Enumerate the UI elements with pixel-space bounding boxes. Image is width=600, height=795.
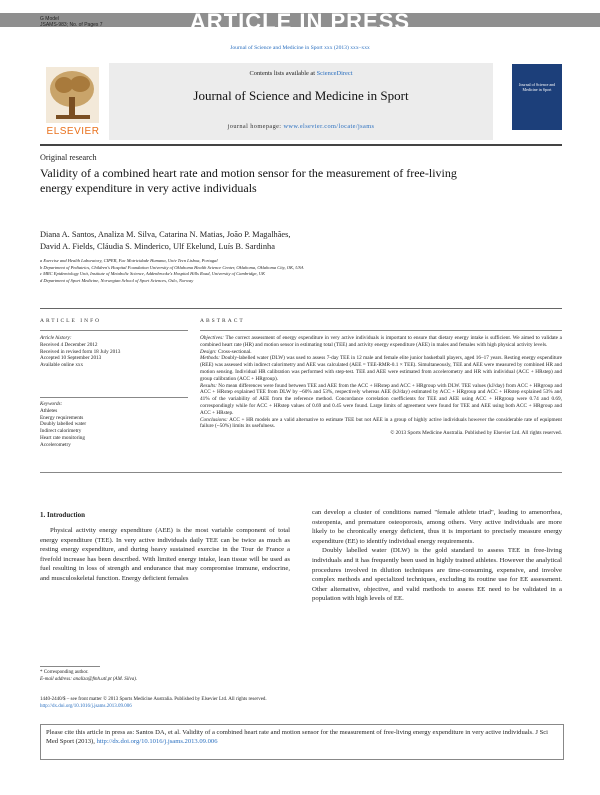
banner-text: ARTICLE IN PRESS (189, 9, 411, 34)
article-history: Article history: Received 4 December 2012 Received in revised form 18 July 2013 Accepted 10 September 2013 Available online xxx (40, 335, 190, 369)
body-column-right (312, 508, 562, 604)
history-online: Available online xxx (40, 362, 84, 369)
publisher-name: ELSEVIER (46, 126, 100, 137)
keyword-item: Indirect calorimetry (40, 428, 82, 435)
article-category: Original research (40, 153, 97, 162)
contents-line: Contents lists available at ScienceDirect (249, 70, 353, 77)
paragraph: Doubly labelled water (DLW) is the gold standard to assess TEE in free-living individuals and it has frequently been used in highly trained athletes. However the analytical procedures involved in dilution techniques are time-consuming, expensive, and involve complex methods and specialized techniques, excluding its routine use for EE assessment. Other alternative, objective, and valid methods to assess EE need to be validated in a population with high levels of EE. (312, 547, 562, 603)
keyword-item: Energy requirements (40, 414, 84, 421)
affiliation-c: c MRC Epidemiology Unit, Institute of Metabolic Science, Addenbrooke's Hospital Hills Road, University of Cambridge, UK (40, 271, 266, 277)
abstract-conclusions: ACC + HR models are a valid alternative to estimate TEE but not AEE in a group of highly active individuals however the considerable rate of equipment failure (~50%) limits its usefulness. (200, 416, 562, 430)
header-rule (40, 144, 562, 146)
abstract-heading: ABSTRACT (200, 318, 245, 324)
keyword-item: Accelerometry (40, 441, 71, 448)
affiliation-b: b Department of Pediatrics, Children's Hospital Foundation University of Oklahoma Health Science Center, Oklahoma, Oklahoma City, OK, USA (40, 264, 304, 270)
affiliation-d: d Department of Sport Medicine, Norwegian School of Sport Sciences, Oslo, Norway (40, 277, 194, 283)
journal-cover-title: Journal of Science and Medicine in Sport (518, 82, 556, 92)
paragraph: can develop a cluster of conditions named "female athlete triad", leading to amenorrhea, osteopenia, and premature osteoporosis, among others. Very active individuals are more likely to be chronically energy deficient, thus it is important to precisely measure energy expenditure (EE) to identify individual energy requirements. (312, 509, 562, 545)
author-list (40, 229, 560, 253)
abstract-results: No mean differences were found between TEE and AEE from the ACC + HRstep and ACC + HRgroup with DLW. TEE values (kJ/day) from ACC + HRgroup and ACC + HRstep explained TEE from DLW by ~60% and 53%, respectively whereas AEE (kJ/day) estimated by ACC + HRgroup and ACC + HRstep explained 53% and 41% of the variability of AEE from the reference method. Concordance correlation coefficients for TEE and AEE using ACC + HRgroup were 0.74 and 0.69, correspondingly while for ACC + HRstep values of 0.69 and 0.45 were found. Large limits of agreement were found for TEE and AEE using both ACC + HRgroup and ACC + HRstep. (200, 382, 562, 416)
abstract-design: Cross-sectional. (216, 348, 252, 355)
history-received: Received 4 December 2012 (40, 341, 98, 348)
keyword-item: Athletes (40, 407, 58, 414)
journal-reference[interactable]: Journal of Science and Medicine in Sport xxx (2013) xxx–xxx (230, 45, 370, 51)
email-note[interactable]: E-mail address: analiza@fmh.utl.pt (AM. Silva). (40, 677, 138, 682)
journal-cover-image (512, 64, 562, 130)
abstract-methods: Doubly-labelled water (DLW) was used to assess 7-day TEE in 12 male and female elite junior basketball players, aged 16–17 years. Resting energy expenditure (REE) was assessed with indirect calorimetry and AEE was calculated (AEE = TEE-RMR-0.1 × TEE). Simultaneously, TEE and AEE were measured by combined HR and motion sensing. Individual HR calibration was performed with step-test. TEE and AEE were estimated from accelerometry and HR with individual (ACC + HRstep) and group calibration (ACC + HRgroup). (200, 355, 562, 382)
authors-line-1[interactable]: Diana A. Santos, Analiza M. Silva, Catarina N. Matias, João P. Magalhães, (40, 230, 291, 239)
citation-doi-link[interactable]: http://dx.doi.org/10.1016/j.jsams.2013.09.006 (96, 738, 218, 746)
abstract-objectives: The correct assessment of energy expenditure in very active individuals is important to ensure that dietary energy intake is sufficient. We aimed to validate a combined heart rate (HR) and motion sensor in estimating total (TEE) and activity energy expenditure (AEE) in males and females with high physical activity levels. (200, 335, 562, 348)
journal-title: Journal of Science and Medicine in Sport (193, 88, 409, 103)
keywords-rule (40, 397, 188, 398)
abstract-body: Objectives: The correct assessment of energy expenditure in very active individuals is important to ensure that dietary energy intake is sufficient. We aimed to validate a combined heart rate (HR) and motion sensor in estimating total (TEE) and activity energy expenditure (AEE) in males and females with high physical activity levels. Design: Cross-sectional. Methods: Doubly-labelled water (DLW) was used to assess 7-day TEE in 12 male and female elite junior basketball players, aged 16–17 years. Resting energy expenditure (REE) was assessed with indirect calorimetry and AEE was calculated (AEE = TEE-RMR-0.1 × TEE). Simultaneously, TEE and AEE were measured by combined HR and motion sensing. Individual HR calibration was performed with step-test. TEE and AEE were estimated from accelerometry and HR with individual (ACC + HRstep) and group calibration (ACC + HRgroup). Results: No mean differences were found between TEE and AEE from the ACC + HRstep and ACC + HRgroup with DLW. TEE values (kJ/day) from ACC + HRgroup and ACC + HRstep explained TEE from DLW by ~60% and 53%, respectively whereas AEE (kJ/day) estimated by ACC + HRgroup and ACC + HRstep explained 53% and 41% of the variability of AEE from the reference method. Concordance correlation coefficients for TEE and AEE using ACC + HRgroup were 0.74 and 0.69, correspondingly while for ACC + HRstep values of 0.69 and 0.45 were found. Large limits of agreement were found for TEE and AEE using both ACC + HRgroup and ACC + HRstep. Conclusions: ACC + HR models are a valid alternative to estimate TEE but not AEE in a group of highly active individuals however the considerable rate of equipment failure (~50%) limits its usefulness. © 2013 Sports Medicine Australia. Published by Elsevier Ltd. All rights reserved. (200, 335, 562, 437)
history-accepted: Accepted 10 September 2013 (40, 355, 102, 362)
body-column-left (40, 526, 290, 584)
keywords: Keywords: Athletes Energy requirements Doubly labelled water Indirect calorimetry Heart rate monitoring Accelerometry (40, 401, 190, 449)
citation-text: Please cite this article in press as: Santos DA, et al. Validity of a combined heart rate and motion sensor for the measurement of free-living energy expenditure in very active individuals. J Sci Med Sport (2013), http://dx.doi.org/10.1016/j.jsams.2013.09.006 (46, 729, 549, 746)
abstract-copyright: © 2013 Sports Medicine Australia. Published by Elsevier Ltd. All rights reserved. (390, 430, 562, 437)
corresponding-author-note: * Corresponding author. (40, 670, 89, 675)
article-info-rule (40, 330, 188, 331)
abstract-rule (200, 330, 562, 331)
keyword-item: Doubly labelled water (40, 421, 87, 428)
keyword-item: Heart rate monitoring (40, 434, 85, 441)
sciencedirect-link[interactable]: ScienceDirect (316, 70, 353, 77)
issn-line: 1440-2440/$ – see front matter © 2013 Sports Medicine Australia. Published by Elsevier Ltd. All rights reserved. http://dx.doi.org/10.1016/j.jsams.2013.09.006 (40, 697, 400, 710)
footnotes (40, 669, 300, 683)
elsevier-tree-logo (40, 63, 105, 135)
affiliation-a: a Exercise and Health Laboratory, CIPER, Fac Motricidade Humana, Univ Tecn Lisboa, Portugal (40, 258, 218, 263)
footnote-rule (40, 666, 100, 667)
article-title: Validity of a combined heart rate and motion sensor for the measurement of free-living energy expenditure in very active individuals (40, 166, 457, 195)
abstract-end-rule (40, 472, 562, 473)
manuscript-info: G Model JSAMS-983; No. of Pages 7 (40, 16, 103, 28)
paragraph: Physical activity energy expenditure (AEE) is the most variable component of total energy expenditure (TEE). In very active individuals daily TEE can be twice as much as resting energy expenditure, and during heavy sustained exercise in the Tour de France a fivefold increase has been described. With limited energy intake, lean tissue will be used as fuel resulting in loss of strength and endurance that may compromise immune, endocrine, and musculoskeletal function. Energy deficient females (40, 527, 290, 582)
section-heading-introduction: 1. Introduction (40, 511, 85, 519)
authors-line-2[interactable]: David A. Fields, Cláudia S. Minderico, Ulf Ekelund, Luís B. Sardinha (40, 242, 275, 251)
homepage-link[interactable]: www.elsevier.com/locate/jsams (283, 123, 375, 130)
title-rule (40, 308, 562, 309)
journal-homepage: journal homepage: www.elsevier.com/locate/jsams (227, 123, 375, 130)
history-revised: Received in revised form 18 July 2013 (40, 348, 121, 355)
doi-link[interactable]: http://dx.doi.org/10.1016/j.jsams.2013.09.006 (40, 703, 132, 709)
article-info-heading: ARTICLE INFO (40, 318, 102, 324)
affiliations (40, 258, 560, 284)
